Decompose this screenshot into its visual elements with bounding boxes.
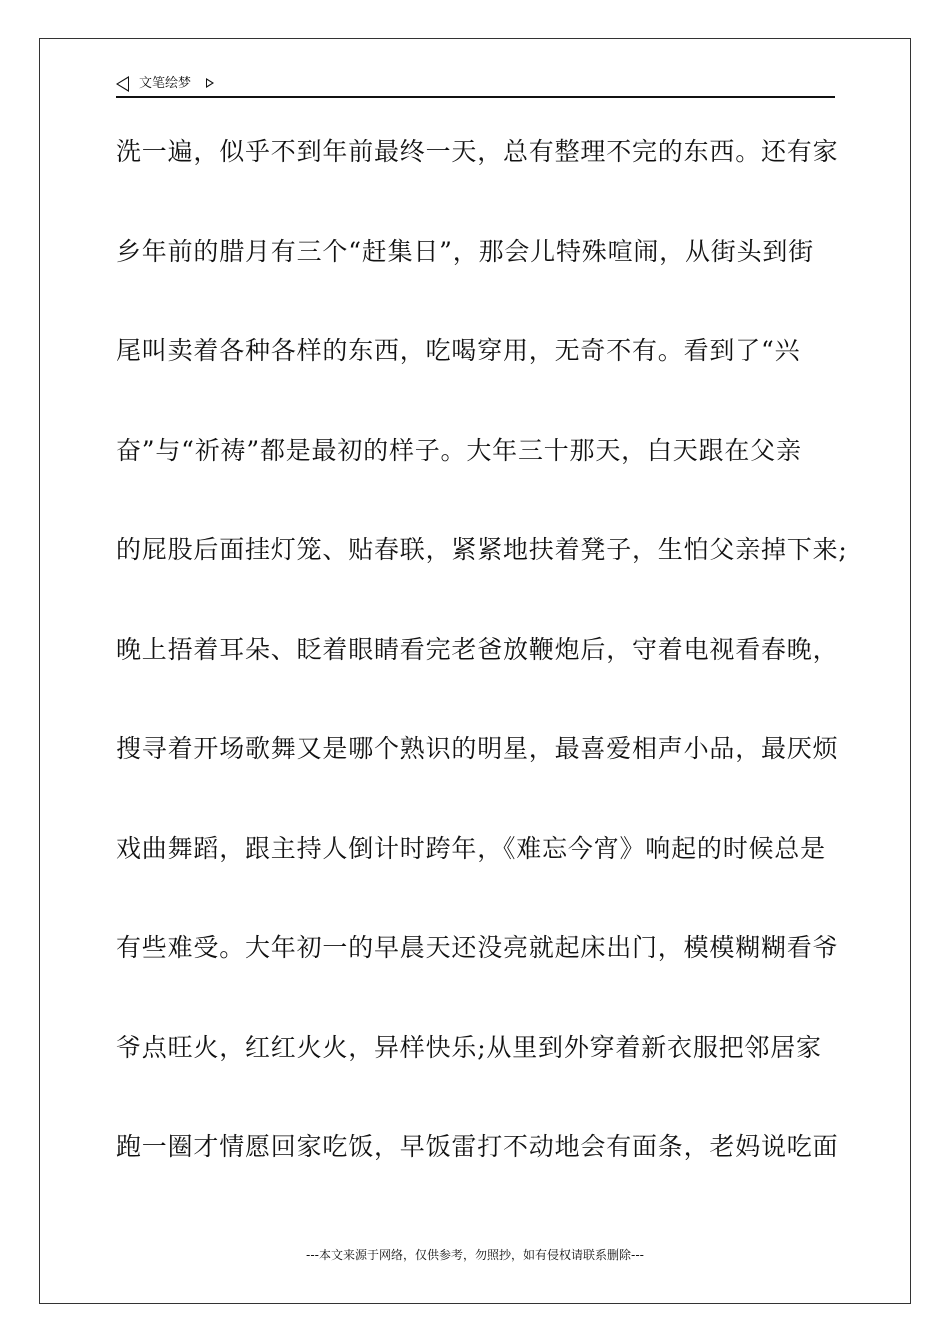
text-line: 的屁股后面挂灯笼、贴春联，紧紧地扶着凳子，生怕父亲掉下来;: [116, 535, 848, 564]
text-line: 尾叫卖着各种各样的东西，吃喝穿用，无奇不有。看到了“兴: [116, 336, 801, 365]
text-line: 爷点旺火，红红火火，异样快乐;从里到外穿着新衣服把邻居家: [116, 1032, 822, 1062]
header-title: 文笔绘梦: [139, 76, 192, 91]
page-header: [116, 70, 835, 98]
right-triangle-icon: [206, 78, 214, 88]
text-line: 奋”与“祈祷”都是最初的样子。大年三十那天，白天跟在父亲: [116, 435, 802, 465]
text-line: 戏曲舞蹈，跟主持人倒计时跨年，《难忘今宵》响起的时候总是: [116, 833, 826, 863]
text-line: 搜寻着开场歌舞又是哪个熟识的明星，最喜爱相声小品，最厌烦: [116, 734, 839, 763]
left-triangle-icon: [116, 76, 129, 92]
text-line: 有些难受。大年初一的早晨天还没亮就起床出门，模模糊糊看爷: [116, 933, 839, 962]
text-line: 晚上捂着耳朵、眨着眼睛看完老爸放鞭炮后，守着电视看春晚，: [116, 634, 839, 664]
document-body: [116, 124, 848, 1219]
footer-disclaimer: ---本文来源于网络，仅供参考，勿照抄，如有侵权请联系删除---: [306, 1248, 644, 1262]
text-line: 洗一遍，似乎不到年前最终一天，总有整理不完的东西。还有家: [116, 137, 839, 166]
text-line: 跑一圈才情愿回家吃饭，早饭雷打不动地会有面条，老妈说吃面: [116, 1132, 839, 1161]
text-line: 乡年前的腊月有三个“赶集日”，那会儿特殊喧闹，从街头到街: [116, 236, 814, 266]
